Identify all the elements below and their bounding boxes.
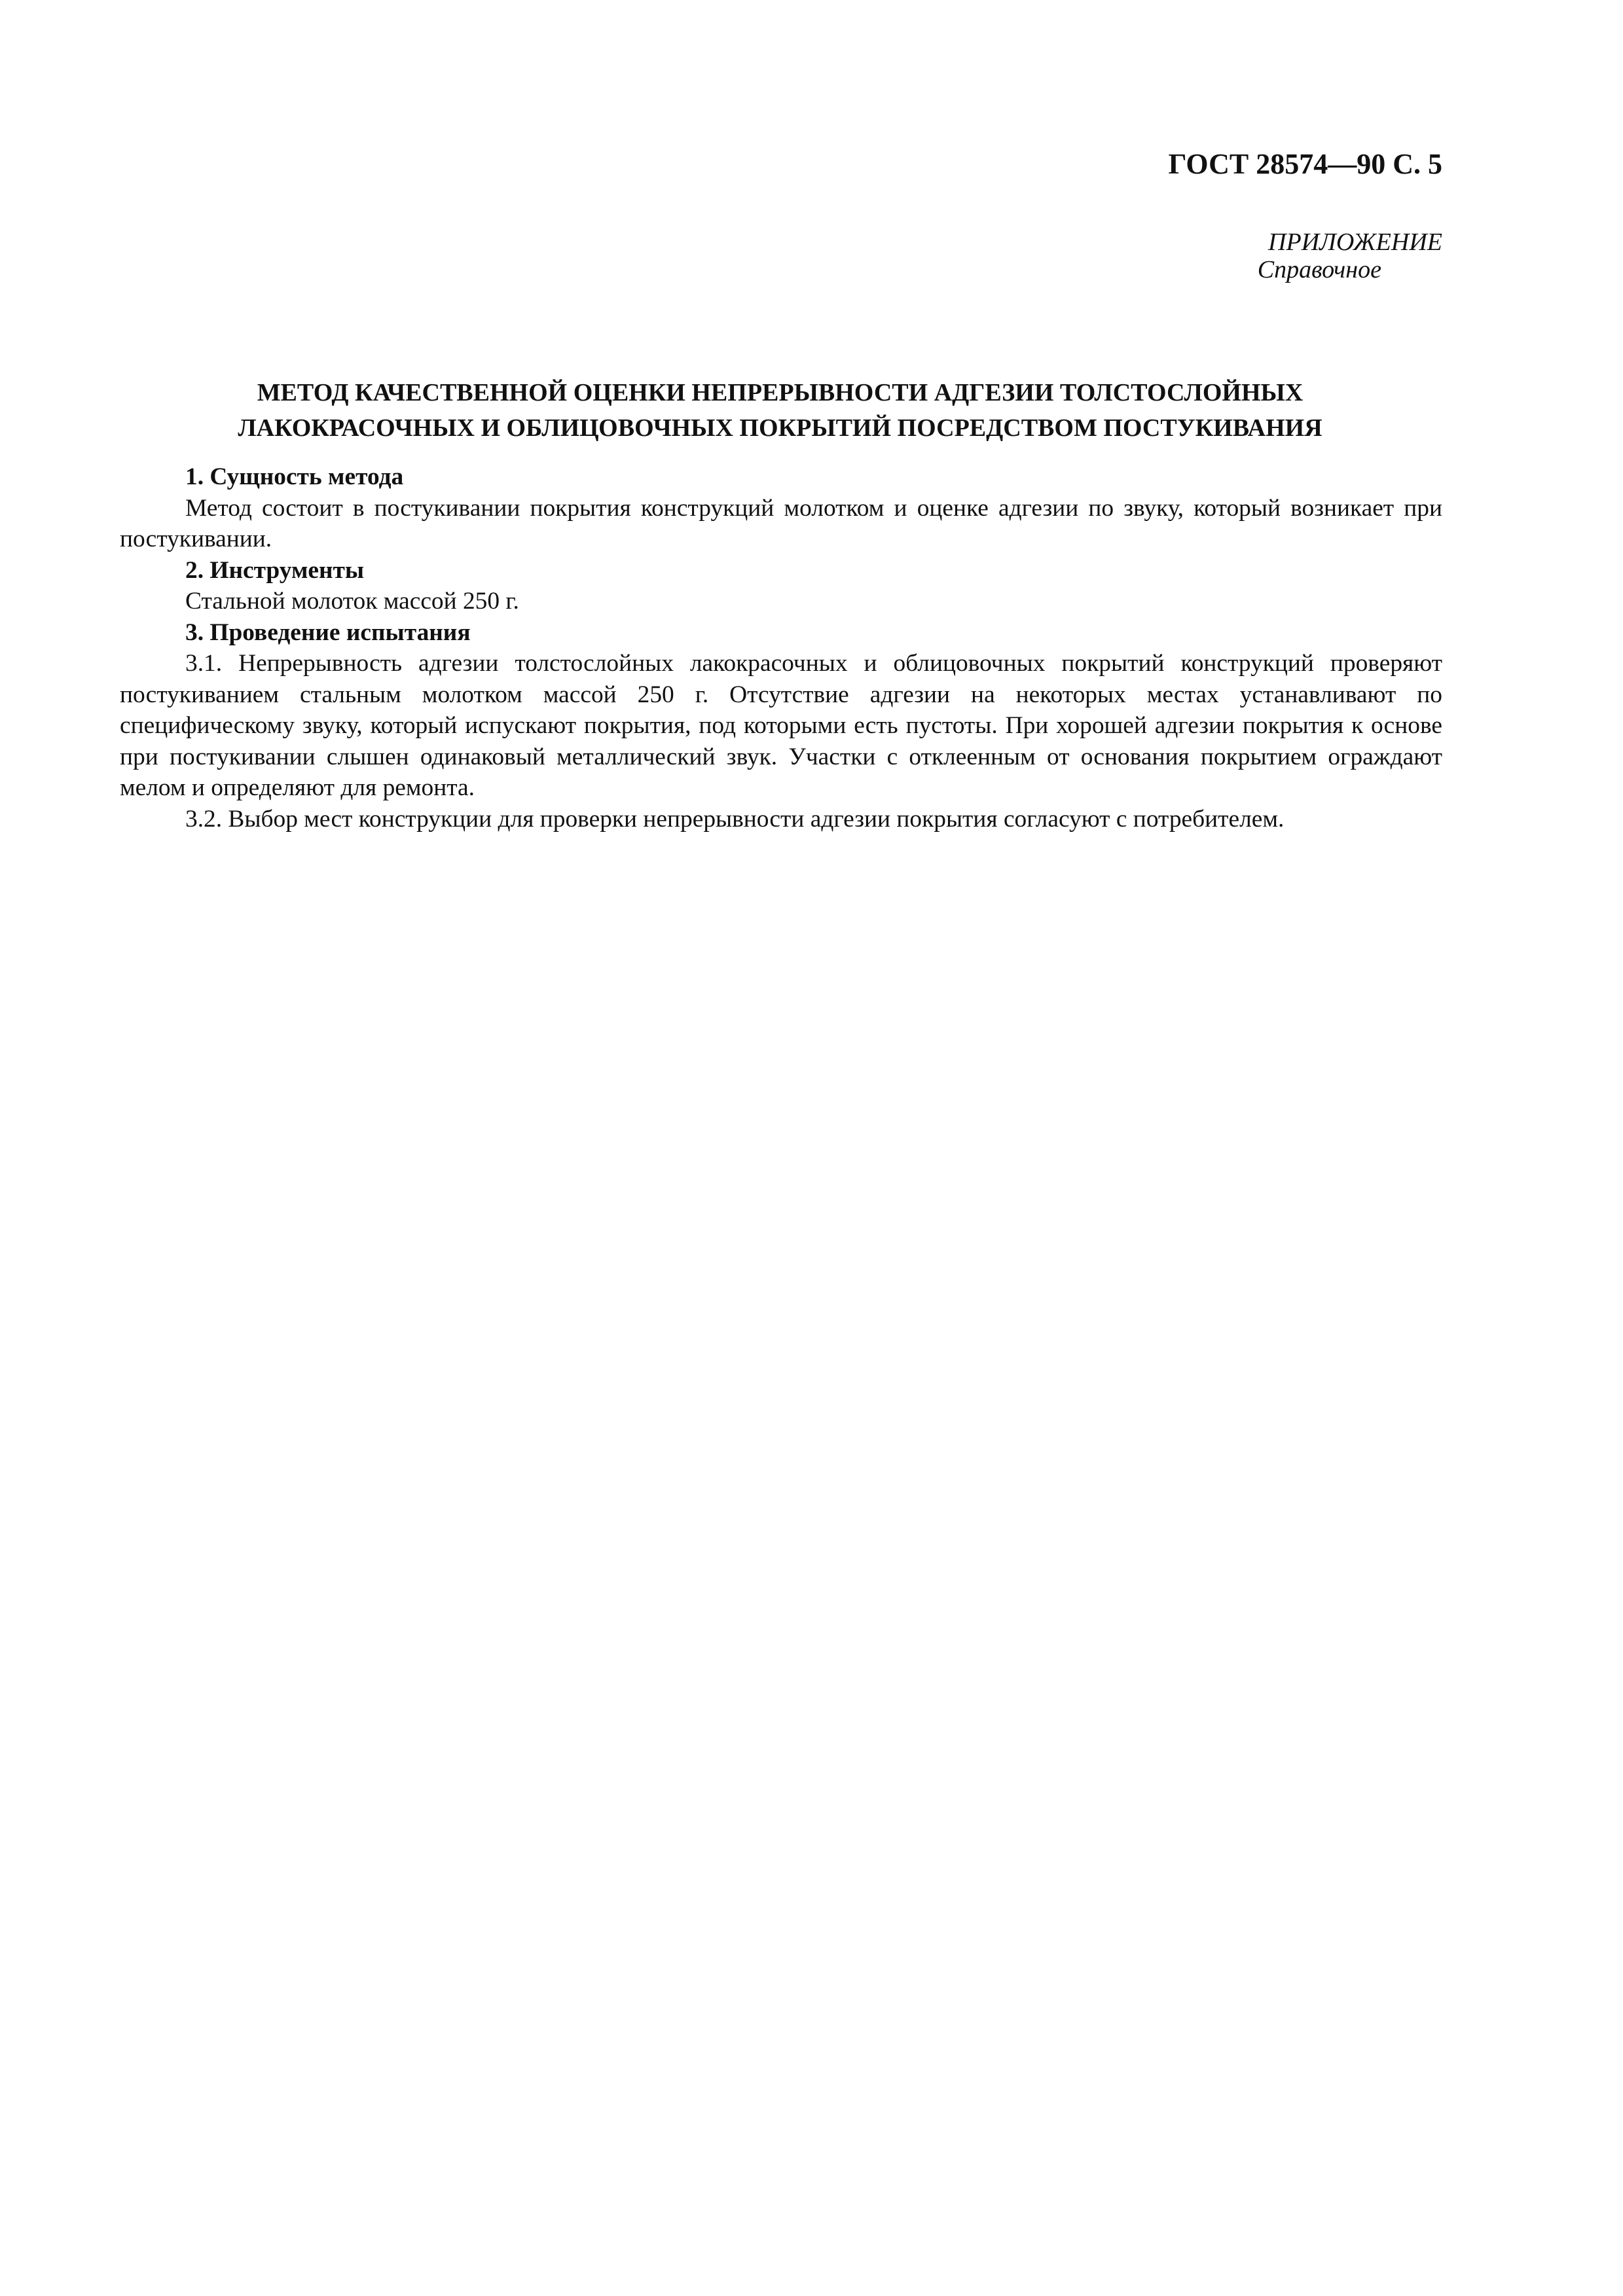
section-paragraph-testing-3-2: 3.2. Выбор мест конструкции для проверки непрерывности адгезии покрытия согласуют с потребителем. — [185, 805, 1285, 833]
page-header — [982, 147, 1442, 182]
appendix-type: Справочное — [1257, 255, 1381, 283]
document-id: ГОСТ 28574—90 С. 5 — [1168, 148, 1442, 180]
appendix-label: ПРИЛОЖЕНИЕ — [1268, 228, 1442, 256]
document-body — [120, 461, 1442, 834]
section-heading-instruments: 2. Инструменты — [185, 556, 365, 584]
section-heading-testing: 3. Проведение испытания — [185, 619, 471, 646]
section-paragraph-instruments: Стальной молоток массой 250 г. — [185, 588, 519, 615]
title-line-2: ЛАКОКРАСОЧНЫХ И ОБЛИЦОВОЧНЫХ ПОКРЫТИЙ ПОСРЕДСТВОМ ПОСТУКИВАНИЯ — [238, 414, 1322, 442]
section-paragraph-testing-3-1: 3.1. Непрерывность адгезии толстослойных лакокрасочных и облицовочных покрытий конструкций проверяют постукиванием стальным молотком массой 250 г. Отсутствие адгезии на некоторых местах устанавливают по специфическому звуку, который испускают покрытия, под которыми есть пустоты. При хорошей адгезии покрытия к основе при постукивании слышен одинаковый металлический звук. Участки с отклеенным от основания покрытием ограждают мелом и определяют для ремонта. — [120, 650, 1442, 801]
document-title — [118, 375, 1442, 446]
appendix-label-block — [1178, 229, 1442, 284]
title-line-1: МЕТОД КАЧЕСТВЕННОЙ ОЦЕНКИ НЕПРЕРЫВНОСТИ АДГЕЗИИ ТОЛСТОСЛОЙНЫХ — [257, 379, 1304, 406]
section-heading-essence: 1. Сущность метода — [185, 463, 404, 490]
section-paragraph-essence: Метод состоит в постукивании покрытия конструкций молотком и оценке адгезии по звуку, который возникает при постукивании. — [120, 494, 1442, 552]
